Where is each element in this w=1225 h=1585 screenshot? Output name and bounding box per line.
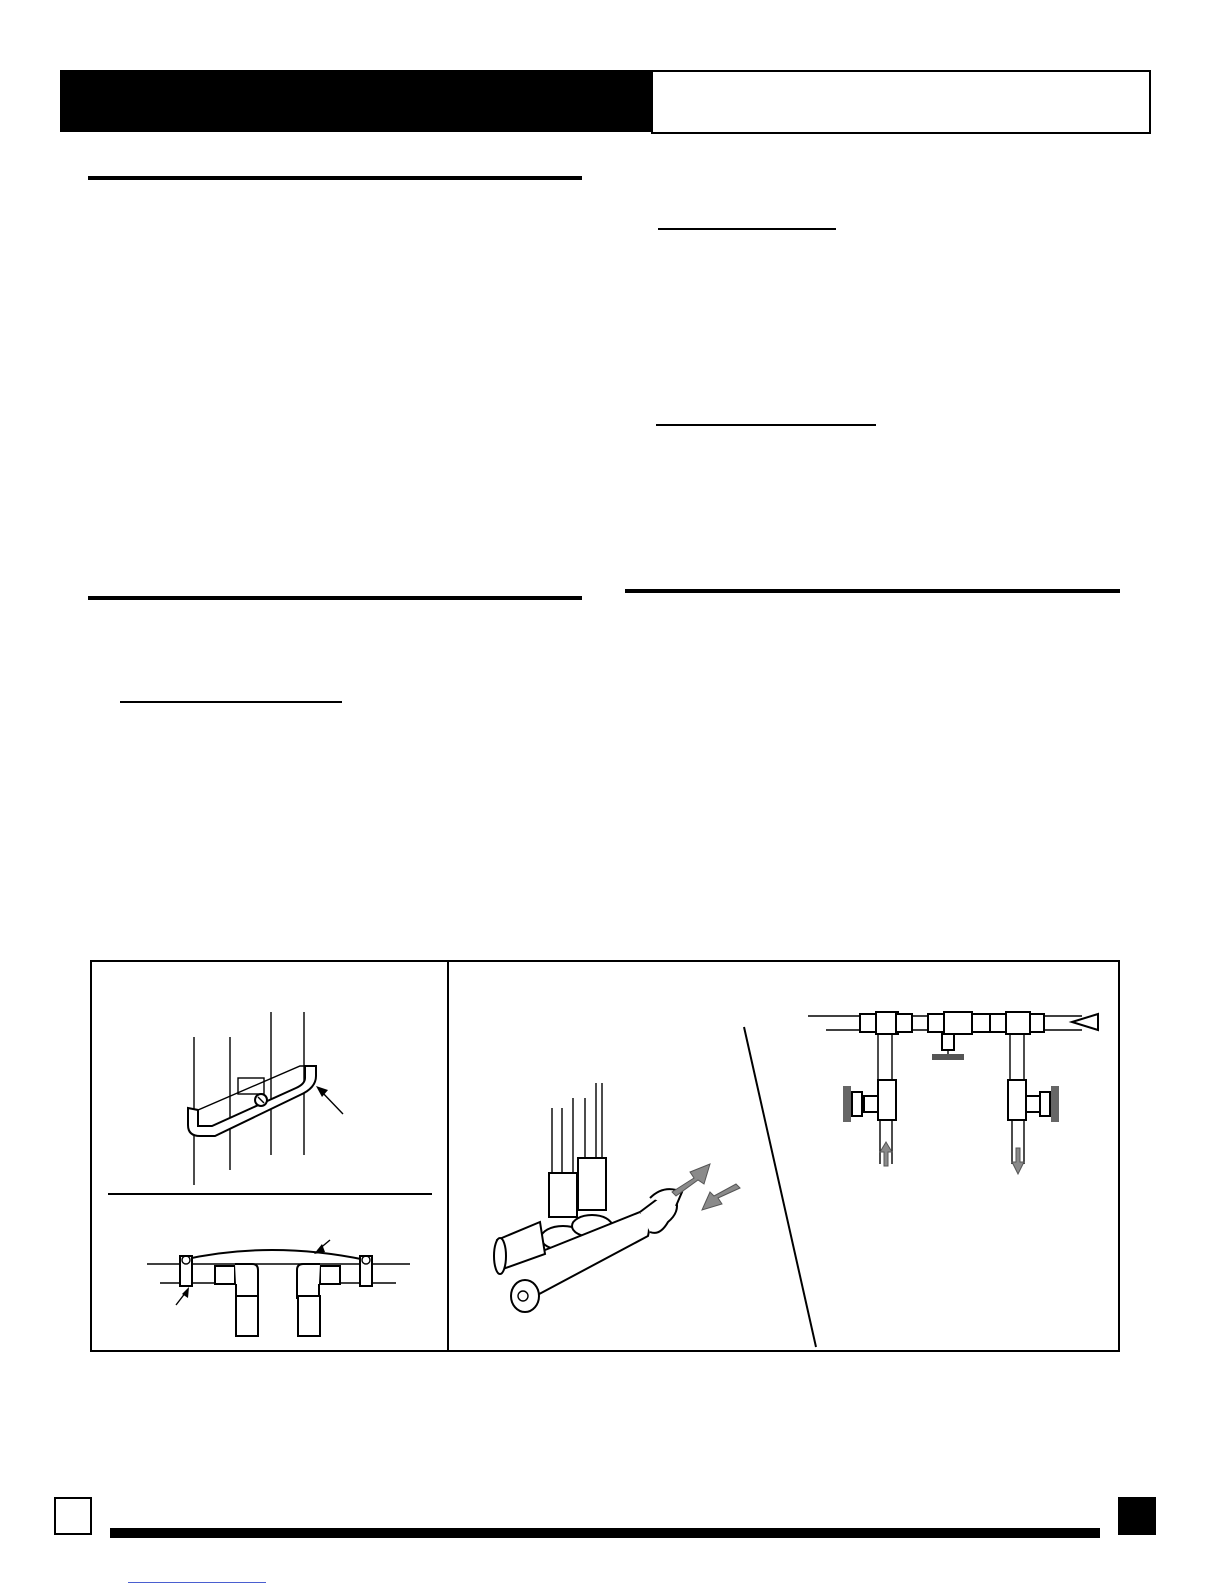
pipe-clamp-drawing-icon [188, 1012, 343, 1185]
page-number-box-left [54, 1497, 92, 1535]
footer-link-underline[interactable] [128, 1582, 266, 1583]
diagonal-separator [744, 1027, 816, 1347]
page-number-box-right [1118, 1497, 1156, 1535]
tee-valve-bypass-drawing-icon [808, 1012, 1098, 1174]
shutoff-valve-drawing-icon [494, 1083, 740, 1312]
footer-bar [110, 1528, 1100, 1538]
loop-bypass-drawing-icon [147, 1240, 410, 1336]
